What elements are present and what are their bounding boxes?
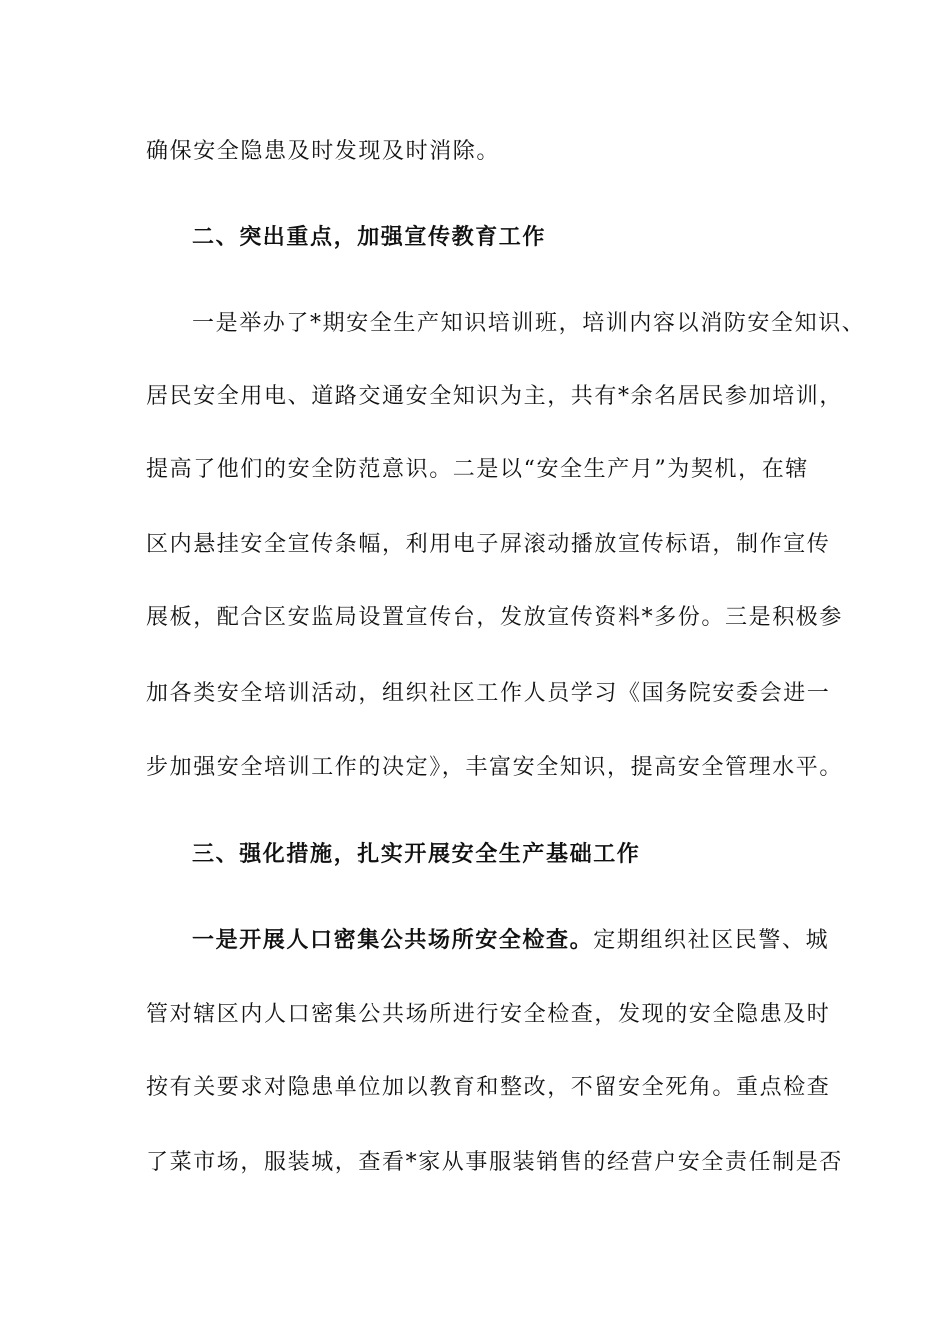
paragraph-line: 提高了他们的安全防范意识。二是以“安全生产月”为契机，在辖 [146,457,809,482]
paragraph-line: 确保安全隐患及时发现及时消除。 [146,139,501,164]
paragraph-line: 加各类安全培训活动，组织社区工作人员学习《国务院安委会进一 [146,681,831,706]
paragraph-line: 居民安全用电、道路交通安全知识为主，共有*余名居民参加培训， [146,384,844,409]
paragraph-line: 区内悬挂安全宣传条幅，利用电子屏滚动播放宣传标语，制作宣传 [146,532,831,557]
paragraph-line: 一是举办了*期安全生产知识培训班，培训内容以消防安全知识、 [192,311,866,336]
paragraph-line: 管对辖区内人口密集公共场所进行安全检查，发现的安全隐患及时 [146,1002,831,1027]
section-heading-2: 二、突出重点，加强宣传教育工作 [192,224,547,250]
paragraph-line: 按有关要求对隐患单位加以教育和整改，不留安全死角。重点检查 [146,1075,831,1100]
paragraph-line [192,925,829,956]
section-heading-3: 三、强化措施，扎实开展安全生产基础工作 [192,841,641,867]
paragraph-text: 定期组织社区民警、城 [593,928,830,953]
paragraph-lead: 一是开展人口密集公共场所安全检查。 [192,927,594,953]
paragraph-line: 步加强安全培训工作的决定》，丰富安全知识，提高安全管理水平。 [146,755,844,780]
paragraph-line: 了菜市场，服装城，查看*家从事服装销售的经营户安全责任制是否 [146,1150,844,1175]
paragraph-line: 展板，配合区安监局设置宣传台，发放宣传资料*多份。三是积极参 [146,605,844,630]
